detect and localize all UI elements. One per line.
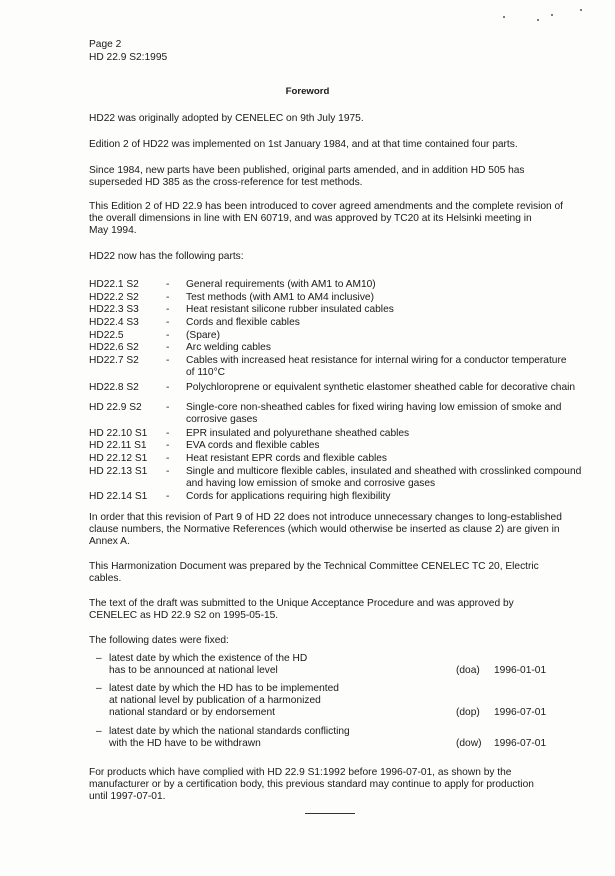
part-dash: - [166, 452, 170, 464]
part-description-line: of 110°C [186, 367, 225, 379]
date-description-line: latest date by which the existence of the HD [109, 653, 308, 664]
date-description-line: latest date by which the HD has to be implemented [109, 683, 339, 694]
part-description [186, 402, 561, 426]
scan-speck [503, 16, 505, 18]
part-dash: - [166, 329, 170, 341]
date-description [109, 726, 350, 750]
part-code: HD22.8 S2 [89, 381, 139, 393]
part-description: Heat resistant silicone rubber insulated cables [186, 304, 394, 316]
part-row [89, 317, 615, 330]
text-line: HD22 was originally adopted by CENELEC on 9th July 1975. [89, 113, 364, 124]
text-line: Annex A. [89, 536, 130, 547]
part-description-line: Cables with increased heat resistance for internal wiring for a conductor temperature [186, 355, 567, 367]
date-description-line: latest date by which the national standards conflicting [109, 726, 350, 737]
text-line: until 1997-07-01. [89, 791, 166, 802]
text-line: clause numbers, the Normative References (which would otherwise be inserted as clause 2) are given in [89, 524, 560, 535]
part-row [89, 466, 615, 491]
scan-speck [580, 9, 582, 11]
part-dash: - [166, 279, 170, 290]
date-description [109, 653, 307, 677]
text-line: cables. [89, 573, 122, 584]
part-dash: - [166, 440, 170, 452]
part-description: (Spare) [186, 329, 220, 341]
paragraph-since-1984 [89, 165, 609, 189]
part-code: HD 22.10 S1 [89, 427, 148, 439]
part-dash: - [166, 381, 170, 393]
parts-list [89, 279, 615, 504]
date-value: 1996-07-01 [494, 707, 547, 718]
paragraph-dates-intro [89, 635, 609, 647]
date-row-dow [96, 726, 611, 756]
part-row [89, 402, 615, 427]
date-description-line: at national level by publication of a harmonized [109, 695, 321, 706]
part-dash: - [166, 304, 170, 316]
text-line: Edition 2 of HD22 was implemented on 1st January 1984, and at that time contained four parts. [89, 139, 518, 150]
paragraph-this-edition [89, 201, 609, 237]
part-description: Test methods (with AM1 to AM4 inclusive) [186, 291, 374, 303]
dates-list [96, 653, 611, 756]
paragraph-prepared-by [89, 561, 609, 585]
date-description-line: with the HD have to be withdrawn [109, 738, 261, 749]
part-row [89, 330, 615, 343]
part-code: HD22.2 S2 [89, 291, 139, 303]
text-line: This Harmonization Document was prepared by the Technical Committee CENELEC TC 20, Electric [89, 561, 539, 572]
part-description: General requirements (with AM1 to AM10) [186, 279, 376, 290]
part-description: EPR insulated and polyurethane sheathed cables [186, 427, 410, 439]
date-dash: – [96, 653, 102, 664]
part-dash: - [166, 291, 170, 303]
part-description [186, 466, 581, 490]
date-value: 1996-07-01 [494, 738, 547, 749]
part-description [186, 355, 567, 379]
part-row [89, 428, 615, 441]
page-header [89, 38, 167, 64]
part-code: HD 22.9 S2 [89, 402, 142, 414]
document-id: HD 22.9 S2:1995 [89, 52, 168, 63]
part-dash: - [166, 342, 170, 354]
part-description-line: Single-core non-sheathed cables for fixed wiring having low emission of smoke and [186, 402, 562, 414]
end-rule [305, 813, 355, 814]
part-dash: - [166, 355, 170, 367]
text-line: CENELEC as HD 22.9 S2 on 1995-05-15. [89, 610, 279, 621]
part-code: HD 22.11 S1 [89, 440, 147, 452]
date-code: (dow) [456, 738, 482, 749]
part-description: Polychloroprene or equivalent synthetic elastomer sheathed cable for decorative chain [186, 381, 576, 393]
part-dash: - [166, 465, 170, 477]
part-description: EVA cords and flexible cables [186, 440, 320, 452]
part-row [89, 382, 615, 395]
part-code: HD22.7 S2 [89, 355, 139, 367]
part-code: HD22.5 [89, 329, 124, 341]
scan-speck [537, 19, 539, 21]
paragraph-normative-references [89, 512, 609, 548]
date-row-dop [96, 683, 611, 726]
scan-speck [551, 14, 553, 16]
part-code: HD 22.13 S1 [89, 465, 148, 477]
text-line: superseded HD 385 as the cross-reference for test methods. [89, 177, 363, 188]
date-description [109, 683, 339, 719]
part-description-line: corrosive gases [186, 414, 258, 426]
part-row [89, 355, 615, 380]
part-description-line: and having low emission of smoke and corrosive gases [186, 477, 436, 489]
part-description: Arc welding cables [186, 342, 271, 354]
part-code: HD 22.14 S1 [89, 491, 148, 503]
part-code: HD22.3 S3 [89, 304, 139, 316]
part-code: HD22.6 S2 [89, 342, 139, 354]
part-row [89, 292, 615, 305]
part-code: HD22.4 S3 [89, 317, 139, 329]
part-dash: - [166, 402, 170, 414]
paragraph-origin [89, 113, 609, 125]
text-line: HD22 now has the following parts: [89, 251, 244, 262]
date-row-doa [96, 653, 611, 683]
text-line: In order that this revision of Part 9 of HD 22 does not introduce unnecessary changes to long-established [89, 512, 562, 523]
part-code: HD 22.12 S1 [89, 452, 148, 464]
paragraph-approval [89, 598, 609, 622]
date-dash: – [96, 726, 102, 737]
part-description: Heat resistant EPR cords and flexible cables [186, 452, 388, 464]
date-code: (doa) [456, 665, 480, 676]
date-code: (dop) [456, 707, 480, 718]
date-description-line: national standard or by endorsement [109, 707, 275, 718]
part-dash: - [166, 491, 170, 503]
text-line: Since 1984, new parts have been published, original parts amended, and in addition HD 505 has [89, 165, 525, 176]
date-value: 1996-01-01 [494, 665, 547, 676]
part-row [89, 491, 615, 504]
part-description: Cords and flexible cables [186, 317, 300, 329]
text-line: For products which have complied with HD 22.9 S1:1992 before 1996-07-01, as shown by the [89, 767, 512, 778]
part-row [89, 304, 615, 317]
text-line: This Edition 2 of HD 22.9 has been introduced to cover agreed amendments and the complete revision of [89, 201, 563, 212]
part-row [89, 440, 615, 453]
text-line: manufacturer or by a certification body, this previous standard may continue to apply for production [89, 779, 534, 790]
part-dash: - [166, 427, 170, 439]
paragraph-edition-2 [89, 139, 609, 151]
part-description: Cords for applications requiring high flexibility [186, 491, 391, 503]
part-row [89, 453, 615, 466]
part-row [89, 279, 615, 292]
text-line: The text of the draft was submitted to the Unique Acceptance Procedure and was approved by [89, 598, 514, 609]
text-line: the overall dimensions in line with EN 60719, and was approved by TC20 at its Helsinki meeting in [89, 213, 532, 224]
page-number: Page 2 [89, 39, 122, 50]
part-code: HD22.1 S2 [89, 279, 139, 290]
date-dash: – [96, 683, 102, 694]
part-row [89, 342, 615, 355]
paragraph-parts-intro [89, 251, 609, 263]
part-description-line: Single and multicore flexible cables, insulated and sheathed with crosslinked compound [186, 465, 582, 477]
text-line: May 1994. [89, 225, 137, 236]
paragraph-previous-standard [89, 767, 609, 803]
text-line: The following dates were fixed: [89, 635, 229, 646]
part-dash: - [166, 317, 170, 329]
date-description-line: has to be announced at national level [109, 665, 278, 676]
foreword-title: Foreword [285, 86, 330, 97]
